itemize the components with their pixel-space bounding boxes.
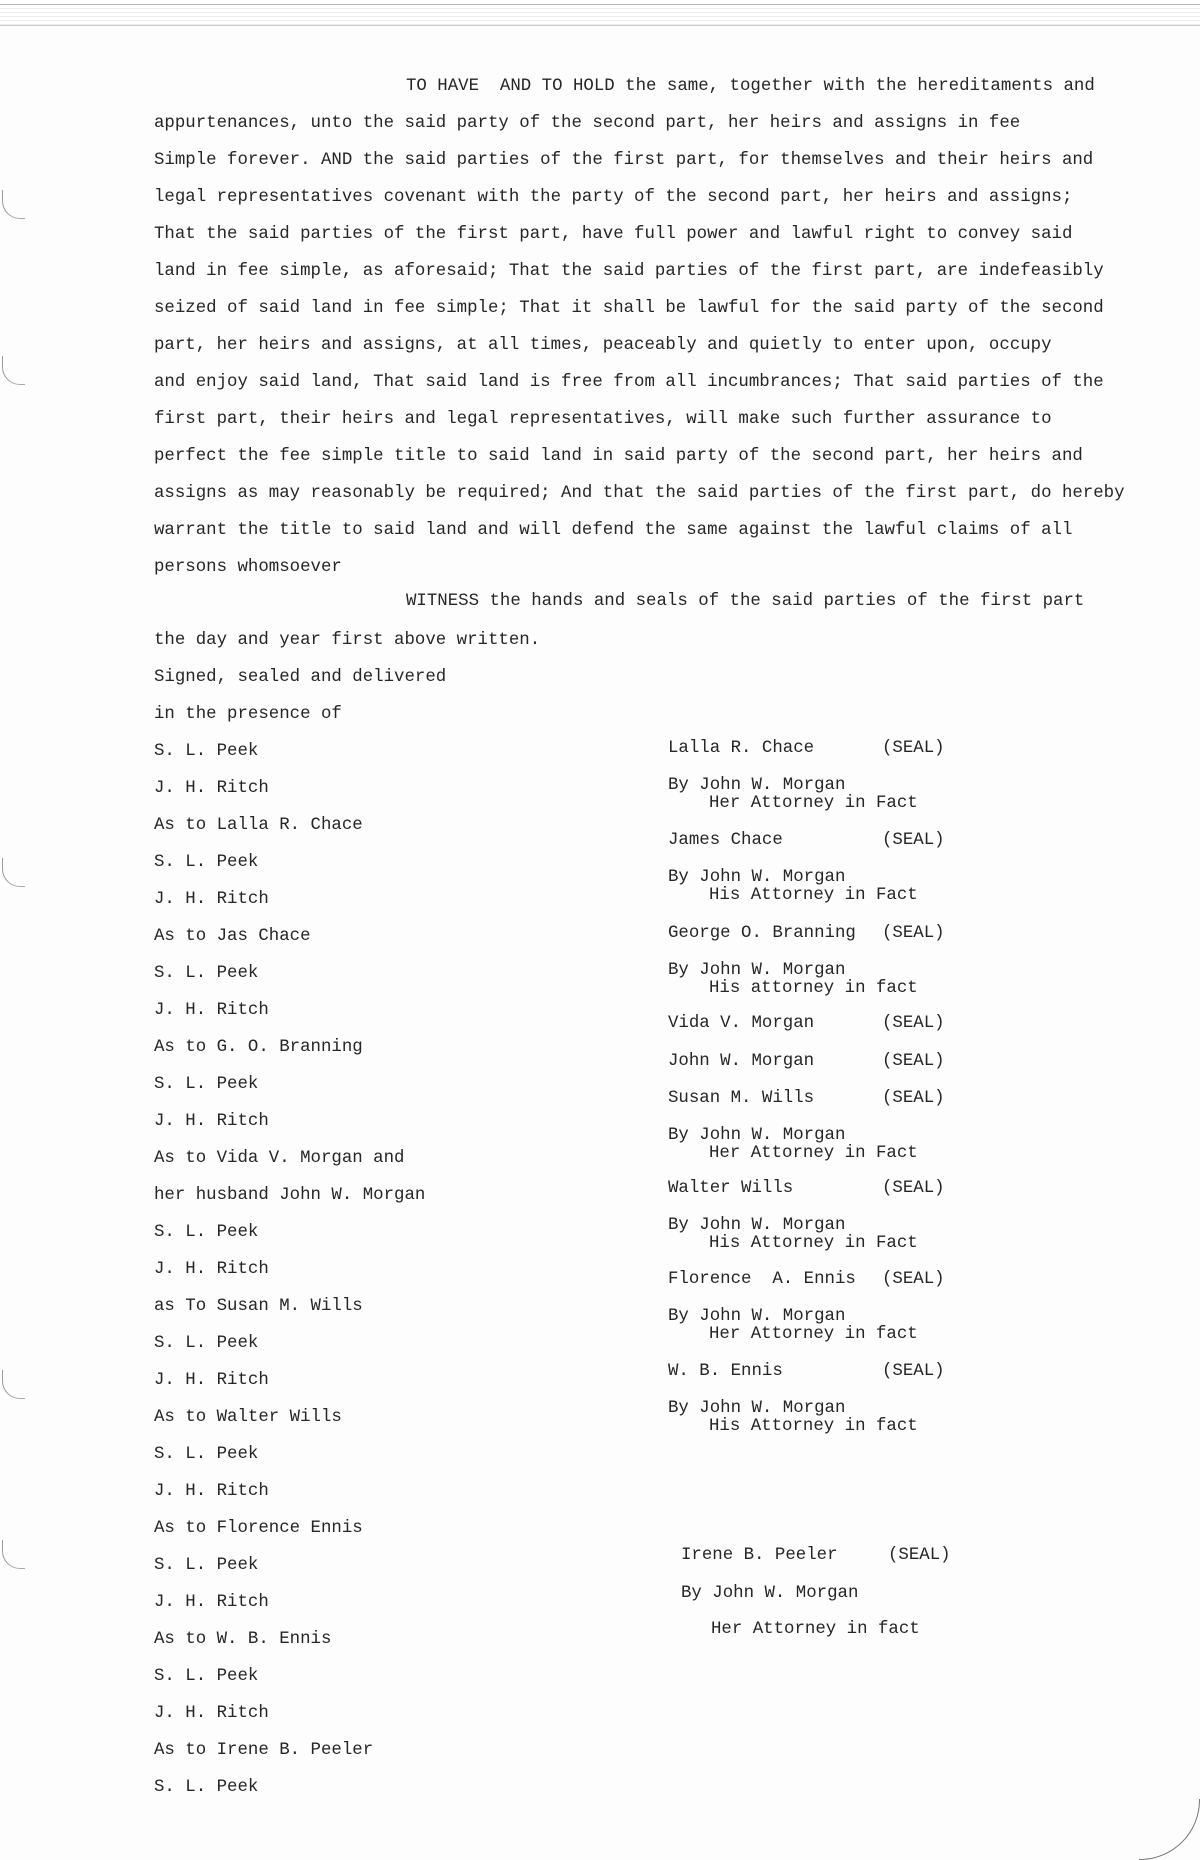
attorney-role-line: Her Attorney in fact — [709, 1325, 918, 1344]
body-text-line: seized of said land in fee simple; That it shall be lawful for the said party of the second — [154, 299, 1104, 318]
witness-name-line: S. L. Peek — [154, 1223, 259, 1242]
witness-name-line: As to Walter Wills — [154, 1408, 342, 1427]
signatory-name: Florence A. Ennis — [668, 1270, 856, 1289]
signatory-name: Susan M. Wills — [668, 1089, 815, 1108]
witness-name-line: S. L. Peek — [154, 1556, 259, 1575]
attorney-role-line: Her Attorney in fact — [711, 1620, 920, 1639]
witness-name-line: As to Jas Chace — [154, 927, 311, 946]
body-text-line: legal representatives covenant with the party of the second part, her heirs and assigns; — [154, 188, 1073, 207]
witness-name-line: as To Susan M. Wills — [154, 1297, 363, 1316]
body-text-line: persons whomsoever — [154, 558, 342, 577]
punch-hole-mark — [2, 356, 25, 385]
attorney-by-line: By John W. Morgan — [681, 1584, 859, 1603]
witness-name-line: S. L. Peek — [154, 1075, 259, 1094]
attorney-by-line: By John W. Morgan — [668, 1216, 846, 1235]
body-text-line: TO HAVE AND TO HOLD the same, together with the hereditaments and — [406, 77, 1095, 96]
attorney-role-line: Her Attorney in Fact — [709, 1144, 918, 1163]
punch-hole-mark — [2, 190, 25, 219]
witness-name-line: S. L. Peek — [154, 964, 259, 983]
signatory-name: John W. Morgan — [668, 1052, 815, 1071]
attorney-role-line: His Attorney in Fact — [709, 886, 918, 905]
attorney-role-line: His Attorney in Fact — [709, 1234, 918, 1253]
attorney-by-line: By John W. Morgan — [668, 961, 846, 980]
signatory-name: James Chace — [668, 831, 783, 850]
seal-label: (SEAL) — [882, 831, 945, 850]
witness-name-line: As to Florence Ennis — [154, 1519, 363, 1538]
seal-label: (SEAL) — [882, 739, 945, 758]
signatory-name: Irene B. Peeler — [681, 1546, 838, 1565]
punch-hole-mark — [2, 1540, 25, 1569]
body-text-line: Simple forever. AND the said parties of the first part, for themselves and their heirs and — [154, 151, 1094, 170]
body-text-line: perfect the fee simple title to said land in said party of the second part, her heirs and — [154, 447, 1083, 466]
witness-name-line: J. H. Ritch — [154, 1260, 269, 1279]
witness-name-line: J. H. Ritch — [154, 1704, 269, 1723]
page-top-edge — [0, 4, 1200, 26]
witness-name-line: S. L. Peek — [154, 1667, 259, 1686]
attorney-role-line: His attorney in fact — [709, 979, 918, 998]
witness-name-line: J. H. Ritch — [154, 890, 269, 909]
signatory-name: Lalla R. Chace — [668, 739, 815, 758]
signatory-name: W. B. Ennis — [668, 1362, 783, 1381]
body-text-line: appurtenances, unto the said party of the second part, her heirs and assigns in fee — [154, 114, 1021, 133]
body-text-line: warrant the title to said land and will defend the same against the lawful claims of all — [154, 521, 1073, 540]
punch-hole-mark — [2, 1370, 25, 1399]
witness-text-line: WITNESS the hands and seals of the said parties of the first part — [406, 592, 1085, 611]
seal-label: (SEAL) — [882, 1362, 945, 1381]
witness-name-line: J. H. Ritch — [154, 1482, 269, 1501]
witness-text-line: the day and year first above written. — [154, 631, 541, 650]
attorney-by-line: By John W. Morgan — [668, 868, 846, 887]
witness-name-line: As to Lalla R. Chace — [154, 816, 363, 835]
seal-label: (SEAL) — [882, 1052, 945, 1071]
punch-hole-mark — [2, 858, 25, 887]
witness-name-line: As to Irene B. Peeler — [154, 1741, 374, 1760]
attorney-by-line: By John W. Morgan — [668, 1399, 846, 1418]
witness-name-line: S. L. Peek — [154, 742, 259, 761]
body-text-line: assigns as may reasonably be required; And that the said parties of the first part, do hereby — [154, 484, 1125, 503]
witness-name-line: J. H. Ritch — [154, 1001, 269, 1020]
witness-name-line: S. L. Peek — [154, 1334, 259, 1353]
seal-label: (SEAL) — [882, 1014, 945, 1033]
body-text-line: part, her heirs and assigns, at all times, peaceably and quietly to enter upon, occupy — [154, 336, 1052, 355]
body-text-line: land in fee simple, as aforesaid; That the said parties of the first part, are indefeasibly — [154, 262, 1104, 281]
page-corner-curl — [1139, 1799, 1200, 1860]
seal-label: (SEAL) — [882, 924, 945, 943]
witness-name-line: As to G. O. Branning — [154, 1038, 363, 1057]
witness-name-line: her husband John W. Morgan — [154, 1186, 426, 1205]
seal-label: (SEAL) — [882, 1089, 945, 1108]
signatory-name: Walter Wills — [668, 1179, 794, 1198]
attorney-by-line: By John W. Morgan — [668, 776, 846, 795]
witness-name-line: J. H. Ritch — [154, 1112, 269, 1131]
body-text-line: and enjoy said land, That said land is free from all incumbrances; That said parties of the — [154, 373, 1104, 392]
signatory-name: George O. Branning — [668, 924, 856, 943]
witness-name-line: Signed, sealed and delivered — [154, 668, 447, 687]
witness-name-line: S. L. Peek — [154, 1445, 259, 1464]
witness-name-line: J. H. Ritch — [154, 1593, 269, 1612]
seal-label: (SEAL) — [882, 1270, 945, 1289]
attorney-by-line: By John W. Morgan — [668, 1126, 846, 1145]
signatory-name: Vida V. Morgan — [668, 1014, 815, 1033]
attorney-role-line: His Attorney in fact — [709, 1417, 918, 1436]
body-text-line: first part, their heirs and legal representatives, will make such further assurance to — [154, 410, 1052, 429]
witness-name-line: S. L. Peek — [154, 1778, 259, 1797]
attorney-by-line: By John W. Morgan — [668, 1307, 846, 1326]
witness-name-line: S. L. Peek — [154, 853, 259, 872]
body-text-line: That the said parties of the first part, have full power and lawful right to convey said — [154, 225, 1073, 244]
attorney-role-line: Her Attorney in Fact — [709, 794, 918, 813]
witness-name-line: J. H. Ritch — [154, 779, 269, 798]
witness-name-line: As to Vida V. Morgan and — [154, 1149, 405, 1168]
seal-label: (SEAL) — [888, 1546, 951, 1565]
seal-label: (SEAL) — [882, 1179, 945, 1198]
witness-name-line: in the presence of — [154, 705, 342, 724]
witness-name-line: J. H. Ritch — [154, 1371, 269, 1390]
witness-name-line: As to W. B. Ennis — [154, 1630, 332, 1649]
